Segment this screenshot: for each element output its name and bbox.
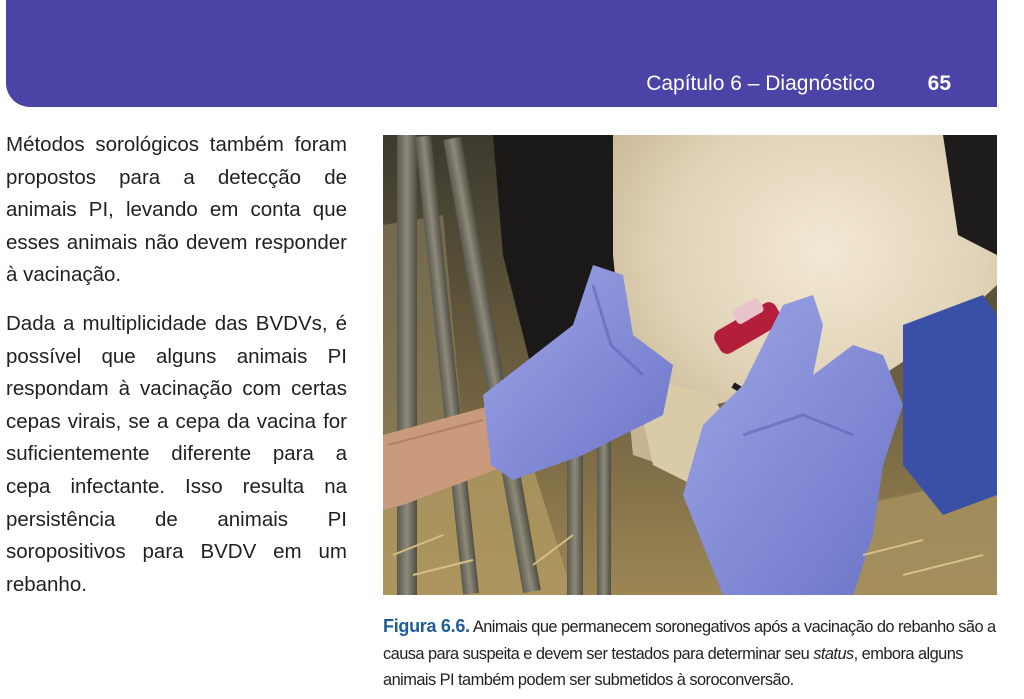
chapter-title: Capítulo 6 – Diagnóstico xyxy=(646,72,875,95)
chapter-header-band xyxy=(6,0,997,107)
page-number: 65 xyxy=(927,72,951,95)
figure-label: Figura 6.6. xyxy=(383,616,470,636)
caption-text-part2: , embora alguns animais PI também podem ser submetidos à soroconversão. xyxy=(383,644,963,689)
figure-caption xyxy=(383,613,997,694)
body-text-column xyxy=(6,129,347,601)
figure-photo-blood-sampling xyxy=(383,135,997,595)
caption-text-italic: status xyxy=(813,644,854,663)
caption-text-part1: Animais que permanecem soronegativos após a vacinação do rebanho são a causa para suspeita e devem ser testados para determinar seu xyxy=(383,618,996,663)
body-paragraph-2: Dada a multiplicidade das BVDVs, é possível que alguns animais PI respondam à vacinação com certas cepas virais, se a cepa da vacina for suficientemente diferente para a cepa infectante. Isso resulta na persistência de animais PI soropositivos para BVDV em um rebanho. xyxy=(6,311,347,596)
body-paragraph-1: Métodos sorológicos também foram propostos para a detecção de animais PI, levando em conta que esses animais não devem responder à vacinação. xyxy=(6,133,347,287)
